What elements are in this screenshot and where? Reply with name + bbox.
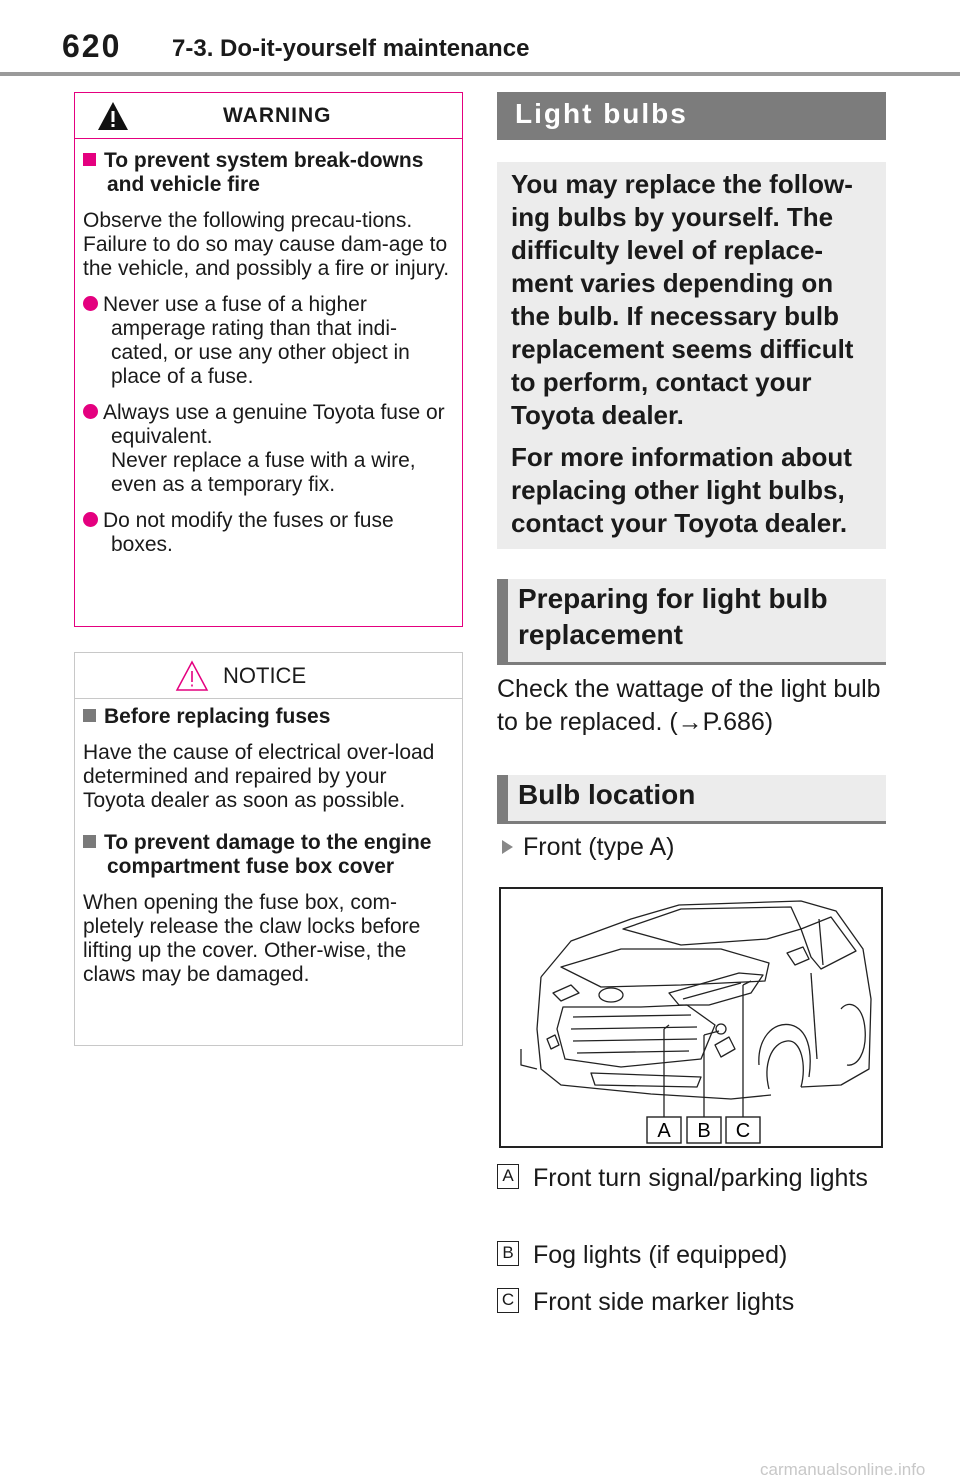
bulb-location-heading: Bulb location <box>497 775 886 824</box>
warning-intro-2: Failure to do so may cause dam-age to the vehicle, and possibly a fire or injury. <box>83 233 450 280</box>
warning-box <box>74 92 463 627</box>
dot-bullet-icon <box>83 512 98 527</box>
square-bullet-icon <box>83 835 96 848</box>
car-front-diagram <box>501 889 881 1146</box>
notice-subheading: To prevent damage to the engine compartment fuse box cover <box>83 831 452 879</box>
legend-text: Fog lights (if equipped) <box>533 1241 788 1269</box>
callout-b <box>687 1117 721 1143</box>
notice-paragraph: Have the cause of electrical over-load determined and repaired by your Toyota dealer as soon as possible. <box>83 741 435 812</box>
page-header <box>0 0 960 78</box>
warning-subheading: To prevent system break-downs and vehicle fire <box>83 149 452 197</box>
caution-icon <box>175 660 209 692</box>
svg-text:A: A <box>657 1120 671 1142</box>
page-ref-link[interactable]: P.686) <box>702 708 774 736</box>
legend-key: B <box>497 1241 519 1266</box>
light-bulbs-intro <box>497 162 886 549</box>
intro-paragraph: You may replace the follow-ing bulbs by yourself. The difficulty level of replace-ment varies depending on the bulb. If necessary bulb replacement seems difficult to perform, contact your Toyota dealer. <box>511 169 854 430</box>
warning-icon <box>97 101 129 131</box>
triangle-bullet-icon <box>502 840 513 854</box>
notice-header <box>75 653 462 699</box>
dot-bullet-icon <box>83 296 98 311</box>
arrow-icon: → <box>677 708 703 736</box>
legend-key: A <box>497 1164 519 1189</box>
warning-intro: Observe the following precau-tions. <box>83 209 413 232</box>
notice-paragraph: When opening the fuse box, com-pletely release the claw locks before lifting up the cover. Other-wise, the claws may be damaged. <box>83 891 421 986</box>
front-type-label: Front (type A) <box>497 833 674 862</box>
notice-subheading: Before replacing fuses <box>83 705 452 729</box>
warning-bullet: Do not modify the fuses or fuse boxes. <box>83 509 452 557</box>
preparing-heading: Preparing for light bulb replacement <box>497 579 886 665</box>
page-number: 620 <box>62 28 122 64</box>
section-title: 7-3. Do-it-yourself maintenance <box>172 35 530 62</box>
warning-header <box>75 93 462 139</box>
vehicle-illustration <box>499 887 883 1148</box>
square-bullet-icon <box>83 153 96 166</box>
warning-bullet: Never use a fuse of a higher amperage rating than that indi-cated, or use any other object in place of a fuse. <box>83 293 452 389</box>
svg-text:C: C <box>735 1120 751 1142</box>
warning-title: WARNING <box>223 104 332 127</box>
header-rule <box>0 72 960 76</box>
intro-paragraph: For more information about replacing other light bulbs, contact your Toyota dealer. <box>511 442 852 538</box>
dot-bullet-icon <box>83 404 98 419</box>
check-wattage-text: Check the wattage of the light bulb to be replaced. (→P.686) <box>497 675 881 736</box>
callout-a <box>647 1117 681 1143</box>
light-bulbs-heading: Light bulbs <box>497 92 886 140</box>
legend-text: Front side marker lights <box>533 1288 795 1316</box>
legend-text: Front turn signal/parking lights <box>533 1164 868 1192</box>
legend-key: C <box>497 1288 519 1313</box>
notice-box <box>74 652 463 1046</box>
notice-title: NOTICE <box>223 663 307 688</box>
notice-body <box>75 699 462 987</box>
svg-text:B: B <box>697 1120 711 1142</box>
callout-c <box>726 1117 760 1143</box>
warning-bullet: Always use a genuine Toyota fuse or equivalent. Never replace a fuse with a wire, even as a temporary fix. <box>83 401 452 497</box>
watermark: carmanualsonline.info <box>760 1460 926 1479</box>
square-bullet-icon <box>83 709 96 722</box>
warning-body <box>75 139 462 557</box>
